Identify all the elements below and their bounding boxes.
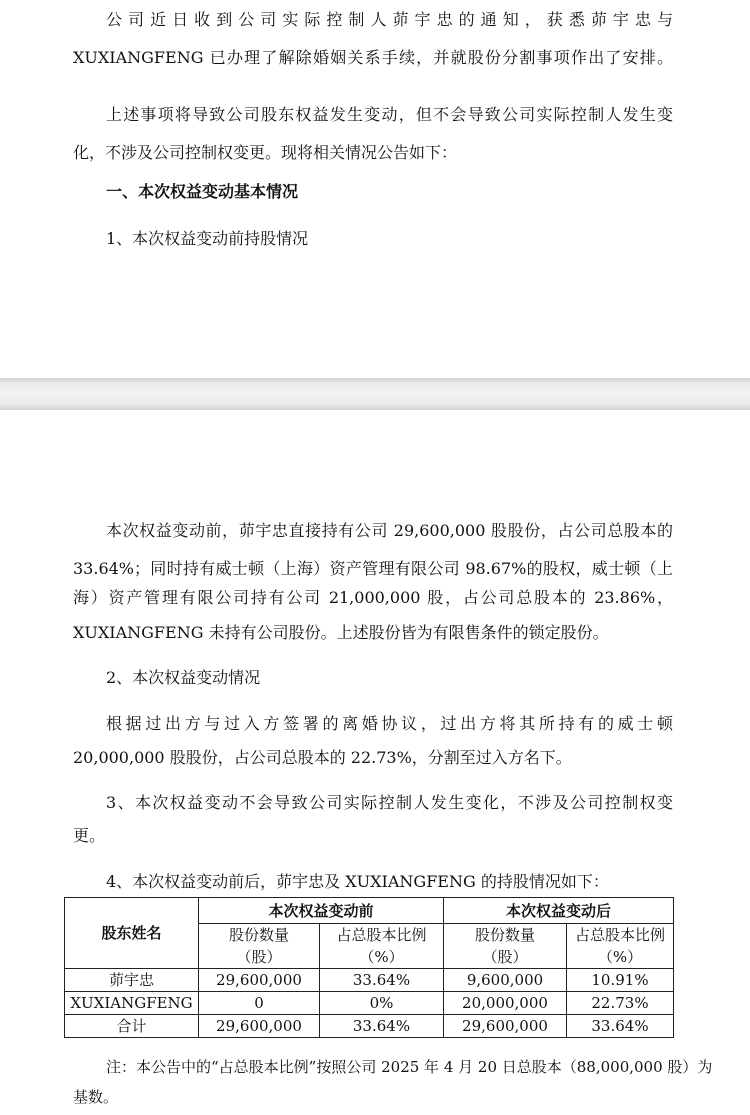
shareholding-table <box>64 897 674 1038</box>
table-row <box>65 992 674 1015</box>
header-before-ratio-l2: （%） <box>359 948 404 966</box>
cell-after-shares: 20,000,000 <box>444 992 567 1015</box>
paragraph-3-line-3: 海）资产管理有限公司持有公司 21,000,000 股，占公司总股本的 23.86%， <box>73 588 673 607</box>
cell-after-ratio: 33.64% <box>567 1015 674 1038</box>
document-page-1 <box>0 0 750 378</box>
header-after-shares-l2: （股） <box>482 948 528 966</box>
table-row <box>65 969 674 992</box>
paragraph-5-line-1: 3、本次权益变动不会导致公司实际控制人发生变化，不涉及公司控制权变 <box>106 793 673 812</box>
cell-name: 茆宇忠 <box>65 969 199 992</box>
cell-before-shares: 29,600,000 <box>199 969 320 992</box>
cell-after-shares: 29,600,000 <box>444 1015 567 1038</box>
paragraph-3-line-4: XUXIANGFENG 未持有公司股份。上述股份皆为有限售条件的锁定股份。 <box>73 623 609 642</box>
note-line-1: 注：本公告中的“占总股本比例”按照公司 2025 年 4 月 20 日总股本（88,000,000 股）为 <box>106 1058 713 1076</box>
document-page-2 <box>0 410 750 1115</box>
paragraph-6: 4、本次权益变动前后，茆宇忠及 XUXIANGFENG 的持股情况如下： <box>106 872 609 891</box>
header-before-shares-l2: （股） <box>236 948 282 966</box>
note-line-2: 基数。 <box>73 1088 119 1106</box>
paragraph-2-line-1: 上述事项将导致公司股东权益发生变动，但不会导致公司实际控制人发生变 <box>106 105 673 124</box>
cell-after-shares: 9,600,000 <box>444 969 567 992</box>
cell-before-shares: 29,600,000 <box>199 1015 320 1038</box>
header-before-ratio-l1: 占总股本比例 <box>336 926 427 944</box>
table-row <box>65 1015 674 1038</box>
header-after-shares-l1: 股份数量 <box>474 926 535 944</box>
paragraph-3-line-1: 本次权益变动前，茆宇忠直接持有公司 29,600,000 股股份，占公司总股本的 <box>106 521 673 540</box>
paragraph-5-line-2: 更。 <box>73 826 106 845</box>
header-after-ratio-l1: 占总股本比例 <box>574 926 665 944</box>
header-before-ratio <box>320 924 444 969</box>
header-after-ratio-l2: （%） <box>597 948 643 966</box>
header-shareholder-name: 股东姓名 <box>65 898 199 969</box>
cell-before-ratio: 33.64% <box>320 1015 444 1038</box>
paragraph-4-line-2: 20,000,000 股股份，占公司总股本的 22.73%，分割至过入方名下。 <box>73 748 572 767</box>
subsection-2-title: 2、本次权益变动情况 <box>106 668 261 687</box>
header-after-change: 本次权益变动后 <box>444 898 674 924</box>
cell-after-ratio: 10.91% <box>567 969 674 992</box>
paragraph-4-line-1: 根据过出方与过入方签署的离婚协议，过出方将其所持有的威士顿 <box>106 714 673 733</box>
cell-name: XUXIANGFENG <box>65 992 199 1015</box>
paragraph-3-line-2: 33.64%；同时持有威士顿（上海）资产管理有限公司 98.67%的股权，威士顿（上 <box>73 559 673 578</box>
header-before-shares <box>199 924 320 969</box>
cell-before-ratio: 0% <box>320 992 444 1015</box>
cell-after-ratio: 22.73% <box>567 992 674 1015</box>
header-after-ratio <box>567 924 674 969</box>
header-before-change: 本次权益变动前 <box>199 898 444 924</box>
paragraph-1-line-2: XUXIANGFENG 已办理了解除婚姻关系手续，并就股份分割事项作出了安排。 <box>73 48 673 67</box>
section-heading: 一、本次权益变动基本情况 <box>106 182 299 201</box>
cell-before-shares: 0 <box>199 992 320 1015</box>
subsection-1-title: 1、本次权益变动前持股情况 <box>106 229 309 248</box>
paragraph-2-line-2: 化，不涉及公司控制权变更。现将相关情况公告如下： <box>73 143 458 162</box>
header-after-shares <box>444 924 567 969</box>
cell-before-ratio: 33.64% <box>320 969 444 992</box>
page-separator <box>0 378 750 410</box>
paragraph-1-line-1: 公司近日收到公司实际控制人茆宇忠的通知，获悉茆宇忠与 <box>106 10 673 29</box>
header-before-shares-l1: 股份数量 <box>228 926 289 944</box>
cell-name: 合计 <box>65 1015 199 1038</box>
